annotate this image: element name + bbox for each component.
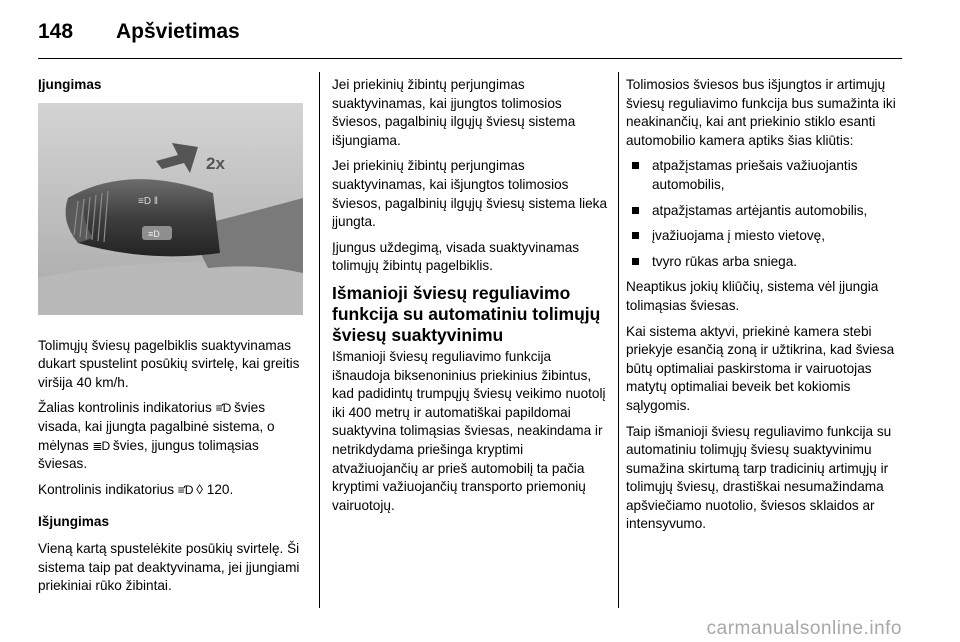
bullet-square-icon <box>632 232 639 239</box>
paragraph: Jei priekinių žibintų perjungimas suaktyvinamas, kai išjungtos tolimosios šviesos, pagalbinių ilgųjų šviesų sistema lieka įjungta. <box>332 158 608 230</box>
paragraph: Jei priekinių žibintų perjungimas suaktyvinamas, kai įjungtos tolimosios šviesos, pagalbinių ilgųjų šviesų sistema išjungiama. <box>332 77 576 148</box>
column-1 <box>38 76 308 603</box>
paragraph: Kontrolinis indikatorius ≡Ɗ ◊ 120. <box>38 481 308 500</box>
bullet-square-icon <box>632 207 639 214</box>
header-rule <box>38 58 902 59</box>
paragraph: Neaptikus jokių kliūčių, sistema vėl įjungia tolimąsias šviesas. <box>626 279 879 313</box>
section-heading: Išmanioji šviesų reguliavimo funkcija su automatiniu tolimųjų šviesų suaktyvinimu <box>332 282 601 345</box>
column-2 <box>332 76 610 522</box>
paragraph: Kai sistema aktyvi, priekinė kamera stebi priekyje esančią zoną ir užtikrina, kad šviesa būtų optimaliai paskirstoma ir vairuotojas matytų optimaliai beveik bet kokiomis sąlygomis. <box>626 323 895 413</box>
list-item: atpažįstamas artėjantis automobilis, <box>626 202 906 221</box>
page-number: 148 <box>38 20 74 43</box>
svg-text:≡D ‖: ≡D ‖ <box>138 195 158 207</box>
chapter-title: Apšvietimas <box>116 20 240 43</box>
bullet-square-icon <box>632 162 639 169</box>
high-beam-assist-icon: ≡Ɗ <box>215 401 231 416</box>
column-3 <box>626 76 906 541</box>
paragraph: Vieną kartą spustelėkite posūkių svirtelę. Ši sistema taip pat deaktyvinama, jei įjungiami priekiniai rūko žibintai. <box>38 540 300 594</box>
paragraph: Tolimųjų šviesų pagelbiklis suaktyvinamas dukart spustelint posūkių svirtelę, kai greitis viršija 40 km/h. <box>38 337 300 390</box>
paragraph: Taip išmanioji šviesų reguliavimo funkcija su automatiniu tolimųjų šviesų suaktyvinimu sumažina skirtumą tarp tradicinių artimųjų ir tolimųjų šviesų, drastiškai nesumažindama apšviečiamo nuotolio, šviesos sklaidos ar intensyvumo. <box>626 423 892 532</box>
page-reference-icon: ◊ <box>196 481 204 497</box>
list-item: įvažiuojama į miesto vietovę, <box>626 227 906 246</box>
paragraph: Išmanioji šviesų reguliavimo funkcija išnaudoja biksenoninius priekinius žibintus, kad padidintų trumpųjų šviesų veikimo nuotolį iki 400 metrų ir automatiškai papildomai suaktyvina tolimąsias šviesas, neakindama ir netrikdydama priešinga kryptimi atvažiuojančių ar prieš automobilį ta pačia kryptimi važiuojančių transporto priemonių vairuotojų. <box>332 348 606 513</box>
heading-switching-off: Išjungimas <box>38 514 110 530</box>
watermark: carmanualsonline.info <box>706 618 902 639</box>
column-divider-2 <box>618 72 619 608</box>
page-reference[interactable]: 120. <box>206 481 234 497</box>
column-divider-1 <box>319 72 320 608</box>
high-beam-icon: ≣D <box>92 438 110 453</box>
list-item: tvyro rūkas arba sniega. <box>626 253 906 272</box>
svg-text:≡D: ≡D <box>148 228 160 239</box>
list-item: atpažįstamas priešais važiuojantis automobilis, <box>626 157 906 194</box>
paragraph: Įjungus uždegimą, visada suaktyvinamas tolimųjų žibintų pagelbiklis. <box>332 239 580 274</box>
paragraph: Tolimosios šviesos bus išjungtos ir artimųjų šviesų reguliavimo funkcija bus sumažinta iki neakinančių, kai ant priekinio stiklo esanti automobilio kamera aptiks šias kliūtis: <box>626 77 896 148</box>
paragraph: Žalias kontrolinis indikatorius ≡Ɗ švies visada, kai įjungta pagalbinė sistema, o mėlynas ≣D švies, įjungus tolimąsias šviesas. <box>38 400 275 472</box>
turn-signal-lever-figure <box>38 103 303 315</box>
high-beam-assist-icon: ≡Ɗ <box>177 482 193 497</box>
lever-illustration <box>38 103 303 315</box>
figure-label: 2x <box>206 153 225 173</box>
obstacle-list <box>626 157 906 271</box>
heading-switching-on: Įjungimas <box>38 77 102 92</box>
bullet-square-icon <box>632 258 639 265</box>
